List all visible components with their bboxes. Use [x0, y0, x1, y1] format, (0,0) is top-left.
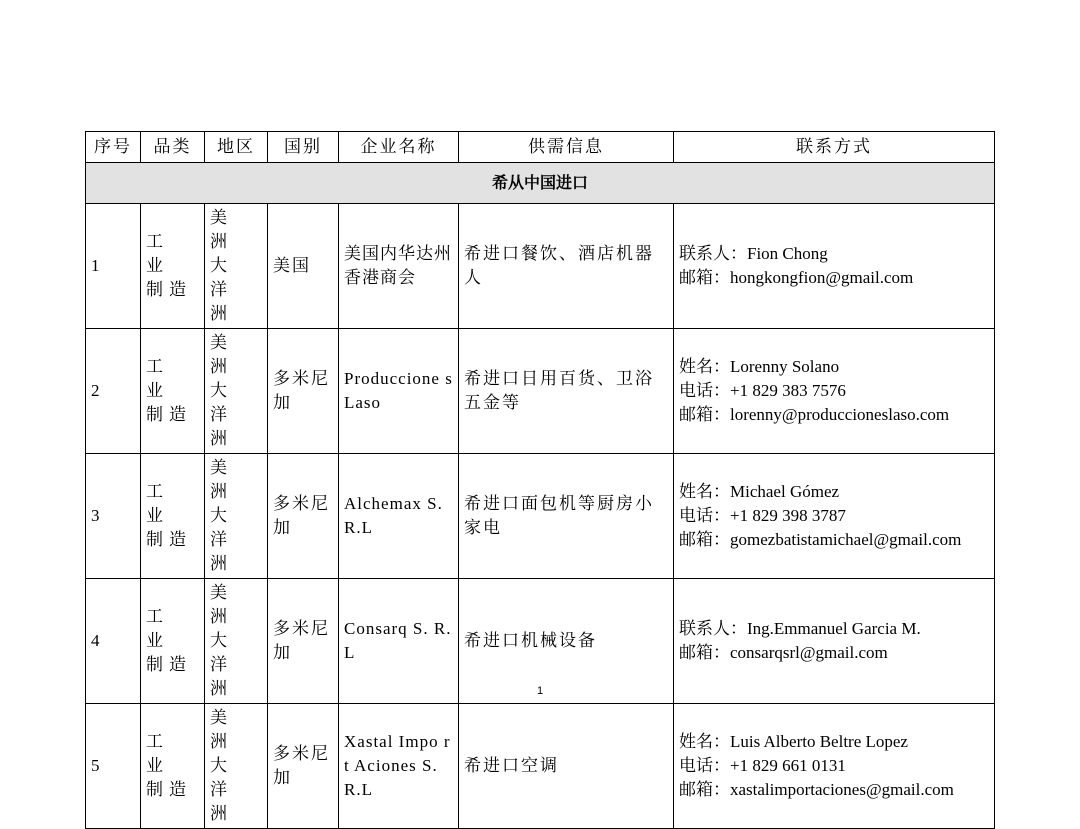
- contact-line: 姓名：Michael Gómez: [679, 482, 840, 501]
- header-cell-contact: 联系方式: [674, 132, 995, 163]
- row-supply: 希进口面包机等厨房小家电: [459, 454, 674, 579]
- row-country: 多米尼加: [268, 329, 339, 454]
- contact-line: 电话：+1 829 383 7576: [679, 381, 846, 400]
- header-cell-region: 地区: [205, 132, 268, 163]
- header-cell-number: 序号: [86, 132, 141, 163]
- row-region: 美 洲 大 洋 洲: [205, 204, 268, 329]
- supplier-table: [85, 131, 995, 829]
- section-title: 希从中国进口: [86, 163, 995, 204]
- row-company: 美国内华达州香港商会: [339, 204, 459, 329]
- row-region: 美 洲 大 洋 洲: [205, 579, 268, 704]
- section-row: [86, 163, 995, 204]
- row-category: 工 业 制造: [141, 579, 205, 704]
- page-number: 1: [536, 685, 544, 697]
- row-number: 1: [86, 204, 141, 329]
- row-country: 多米尼加: [268, 579, 339, 704]
- contact-line: 邮箱：xastalimportaciones@gmail.com: [679, 780, 954, 799]
- row-number: 3: [86, 454, 141, 579]
- row-company: Xastal Impo rt Aciones S.R.L: [339, 704, 459, 829]
- row-number: 2: [86, 329, 141, 454]
- contact-line: 姓名：Lorenny Solano: [679, 357, 840, 376]
- row-supply: 希进口日用百货、卫浴五金等: [459, 329, 674, 454]
- header-cell-category: 品类: [141, 132, 205, 163]
- header-cell-supply: 供需信息: [459, 132, 674, 163]
- row-region: 美 洲 大 洋 洲: [205, 329, 268, 454]
- row-company: Consarq S. R.L: [339, 579, 459, 704]
- row-region: 美 洲 大 洋 洲: [205, 454, 268, 579]
- row-supply: 希进口空调: [459, 704, 674, 829]
- row-contact: [674, 454, 995, 579]
- row-country: 美国: [268, 204, 339, 329]
- row-contact: [674, 204, 995, 329]
- table-header-row: [86, 132, 995, 163]
- row-company: Alchemax S.R.L: [339, 454, 459, 579]
- table-row: [86, 454, 995, 579]
- contact-line: 联系人：Ing.Emmanuel Garcia M.: [679, 619, 921, 638]
- row-company: Produccione s Laso: [339, 329, 459, 454]
- row-number: 5: [86, 704, 141, 829]
- row-region: 美 洲 大 洋 洲: [205, 704, 268, 829]
- row-country: 多米尼加: [268, 454, 339, 579]
- table-row: [86, 204, 995, 329]
- contact-line: 邮箱：hongkongfion@gmail.com: [679, 268, 914, 287]
- table-row: [86, 329, 995, 454]
- header-cell-company: 企业名称: [339, 132, 459, 163]
- contact-line: 电话：+1 829 398 3787: [679, 506, 846, 525]
- contact-line: 电话：+1 829 661 0131: [679, 756, 846, 775]
- row-category: 工 业 制造: [141, 454, 205, 579]
- row-contact: [674, 704, 995, 829]
- contact-line: 邮箱：consarqsrl@gmail.com: [679, 643, 888, 662]
- contact-line: 姓名：Luis Alberto Beltre Lopez: [679, 732, 908, 751]
- header-cell-country: 国别: [268, 132, 339, 163]
- row-category: 工 业 制造: [141, 204, 205, 329]
- row-number: 4: [86, 579, 141, 704]
- row-contact: [674, 329, 995, 454]
- row-country: 多米尼加: [268, 704, 339, 829]
- table-row: [86, 704, 995, 829]
- row-category: 工 业 制造: [141, 704, 205, 829]
- row-supply: 希进口餐饮、酒店机器人: [459, 204, 674, 329]
- row-category: 工 业 制造: [141, 329, 205, 454]
- row-supply: 希进口机械设备: [459, 579, 674, 704]
- contact-line: 邮箱：lorenny@produccioneslaso.com: [679, 405, 950, 424]
- contact-line: 邮箱：gomezbatistamichael@gmail.com: [679, 530, 962, 549]
- contact-line: 联系人：Fion Chong: [679, 244, 828, 263]
